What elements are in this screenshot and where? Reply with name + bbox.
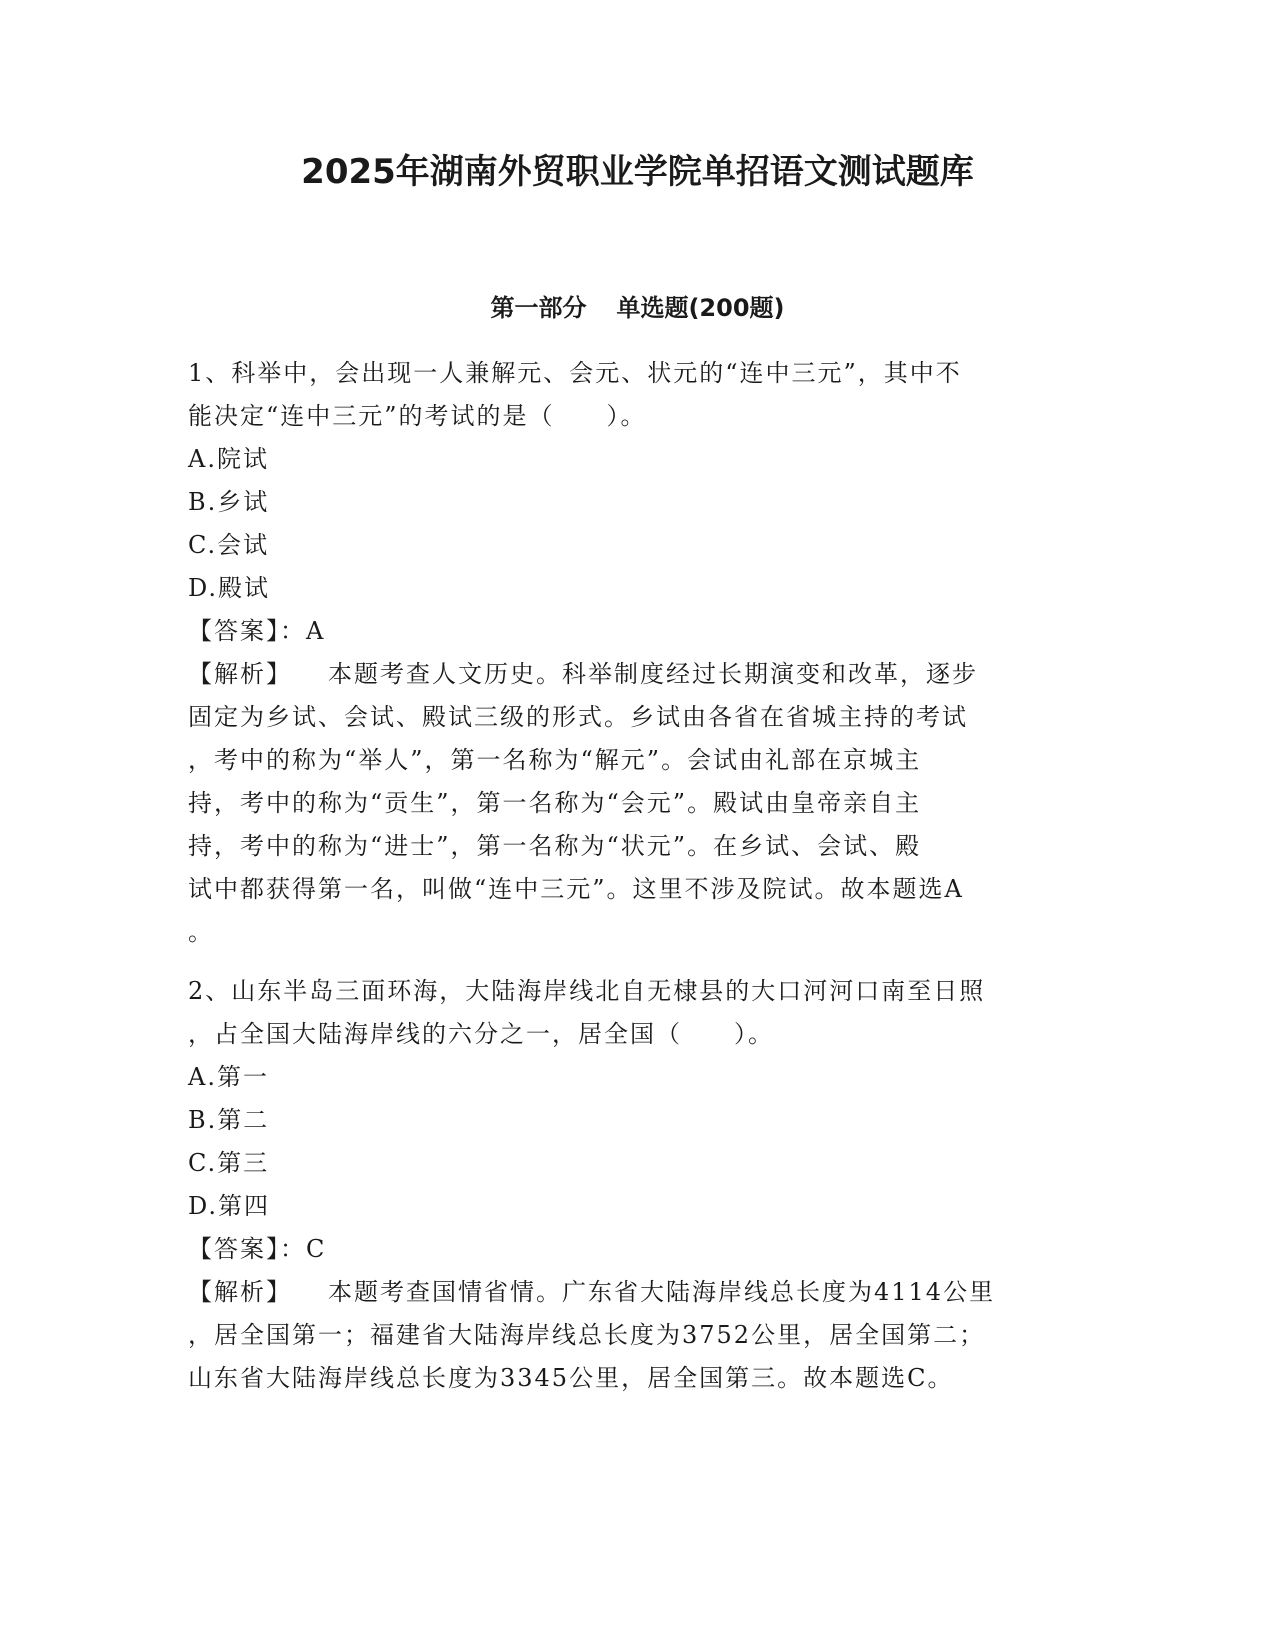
question-stem-line: ，占全国大陆海岸线的六分之一，居全国（ ）。: [188, 1020, 774, 1048]
analysis-line: 固定为乡试、会试、殿试三级的形式。乡试由各省在省城主持的考试: [188, 703, 968, 731]
analysis-line: ，居全国第一；福建省大陆海岸线总长度为3752公里，居全国第二；: [188, 1321, 986, 1349]
section-name: 单选题(200题): [616, 294, 785, 322]
question-stem-line: 2、山东半岛三面环海，大陆海岸线北自无棣县的大口河河口南至日照: [188, 977, 986, 1005]
option-c: C.会试: [188, 531, 270, 559]
document-title: 2025年湖南外贸职业学院单招语文测试题库: [301, 152, 974, 192]
analysis-text: 本题考查人文历史。科举制度经过长期演变和改革，逐步: [328, 660, 978, 688]
answer-line: [188, 1228, 1088, 1271]
question-2: [188, 970, 1088, 1400]
option-a: A.第一: [188, 1063, 269, 1091]
question-stem-line: 能决定“连中三元”的考试的是（ ）。: [188, 402, 647, 430]
option-c: C.第三: [188, 1149, 270, 1177]
option-b: B.第二: [188, 1106, 270, 1134]
analysis-line: 山东省大陆海岸线总长度为3345公里，居全国第三。故本题选C。: [188, 1364, 954, 1392]
question-list: [188, 352, 1088, 1400]
answer-label: 【答案】：: [188, 1235, 306, 1263]
option-a: A.院试: [188, 445, 269, 473]
option-d: D.殿试: [188, 574, 271, 602]
answer-line: [188, 610, 1088, 653]
question-stem-line: 1、科举中，会出现一人兼解元、会元、状元的“连中三元”，其中不: [188, 359, 962, 387]
analysis-line: ，考中的称为“举人”，第一名称为“解元”。会试由礼部在京城主: [188, 746, 922, 774]
section-part: 第一部分: [490, 294, 587, 322]
question-1: [188, 352, 1088, 954]
analysis-text: 本题考查国情省情。广东省大陆海岸线总长度为4114公里: [328, 1278, 996, 1306]
analysis-line: 试中都获得第一名，叫做“连中三元”。这里不涉及院试。故本题选A: [188, 875, 964, 903]
section-heading: [0, 292, 1275, 324]
answer-value: A: [306, 617, 326, 645]
analysis-line: [188, 653, 1088, 696]
option-b: B.乡试: [188, 488, 270, 516]
analysis-line: 持，考中的称为“贡生”，第一名称为“会元”。殿试由皇帝亲自主: [188, 789, 922, 817]
analysis-label: 【解析】: [188, 660, 292, 688]
answer-value: C: [306, 1235, 327, 1263]
analysis-label: 【解析】: [188, 1278, 292, 1306]
answer-label: 【答案】：: [188, 617, 306, 645]
analysis-line: [188, 1271, 1088, 1314]
analysis-line: 。: [188, 918, 214, 946]
analysis-line: 持，考中的称为“进士”，第一名称为“状元”。在乡试、会试、殿: [188, 832, 922, 860]
option-d: D.第四: [188, 1192, 271, 1220]
